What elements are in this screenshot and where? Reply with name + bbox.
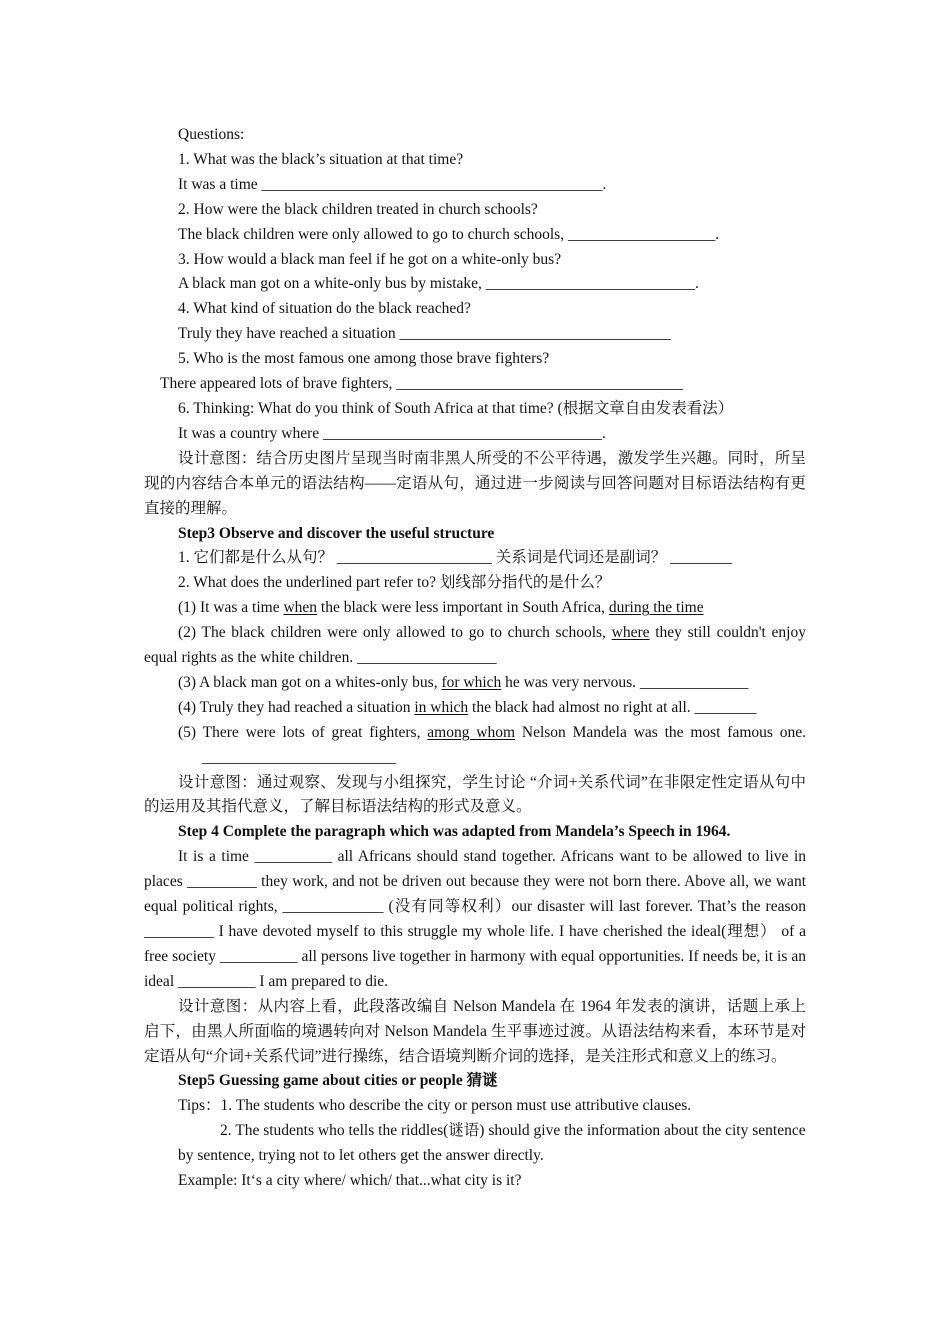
question-6: 6. Thinking: What do you think of South Africa at that time? (根据文章自由发表看法）	[178, 399, 734, 417]
document-page	[144, 123, 806, 1194]
step5-tip-1: Tips：1. The students who describe the city or person must use attributive clauses.	[178, 1097, 692, 1115]
step3-sentence-1: (1) It was a time when the black were less important in South Africa, during the time	[178, 599, 704, 617]
step3-item-1: 1. 它们都是什么从句？ ____________________ 关系词是代词还是副词？ ________	[178, 549, 733, 567]
step5-tip-2: 2. The students who tells the riddles(谜语) should give the information about the city sentence by sentence, trying not to let others get the answer directly.	[178, 1122, 806, 1165]
step3-sentence-5: (5) There were lots of great fighters, among whom Nelson Mandela was the most famous one. _________________________	[178, 723, 807, 766]
question-4: 4. What kind of situation do the black reached?	[178, 300, 471, 318]
underlined-phrase: for which	[441, 673, 502, 691]
underlined-phrase: during the time	[608, 599, 704, 617]
underlined-phrase: where	[611, 624, 650, 642]
question-1: 1. What was the black’s situation at that time?	[178, 150, 464, 168]
design-intent-2: 设计意图：通过观察、发现与小组探究，学生讨论 “介词+关系代词”在非限定性定语从句中的运用及其指代意义，了解目标语法结构的形式及意义。	[144, 773, 806, 816]
step3-item-2: 2. What does the underlined part refer to? 划线部分指代的是什么？	[178, 574, 611, 592]
underlined-phrase: among whom	[427, 723, 516, 741]
answer-2: The black children were only allowed to go to church schools, ___________________.	[178, 225, 720, 243]
answer-5: There appeared lots of brave fighters, _____________________________________	[160, 375, 684, 393]
step3-sentence-2: (2) The black children were only allowed to go to church schools, where they still couldn't enjoy equal rights as the white children. __________________	[144, 624, 806, 667]
step4-heading: Step 4 Complete the paragraph which was adapted from Mandela’s Speech in 1964.	[178, 823, 731, 841]
step3-sentence-3: (3) A black man got on a whites-only bus, for which he was very nervous. ______________	[178, 673, 749, 691]
step4-paragraph: It is a time __________ all Africans should stand together. Africans want to be allowed to live in places _________ they work, and not be driven out because they were not born there. Above all, we want equal political rights, _____________ (没有同等权利）our disaster will last forever. That’s the reason _________ I have devoted myself to this struggle my whole life. I have cherished the ideal(理想） of a free society __________ all persons live together in harmony with equal opportunities. If needs be, it is an ideal __________ I am prepared to die.	[144, 848, 806, 990]
answer-1: It was a time ____________________________________________.	[178, 175, 607, 193]
step5-example: Example: It‘s a city where/ which/ that...what city is it?	[178, 1172, 522, 1190]
answer-4: Truly they have reached a situation ___________________________________	[178, 325, 671, 343]
design-intent-1: 设计意图：结合历史图片呈现当时南非黑人所受的不公平待遇，激发学生兴趣。同时，所呈现的内容结合本单元的语法结构——定语从句，通过进一步阅读与回答问题对目标语法结构有更直接的理解。	[144, 449, 806, 517]
answer-3: A black man got on a white-only bus by mistake, ___________________________.	[178, 275, 699, 293]
question-5: 5. Who is the most famous one among those brave fighters?	[178, 350, 550, 368]
step3-sentence-4: (4) Truly they had reached a situation in which the black had almost no right at all. ________	[178, 698, 757, 716]
step5-heading: Step5 Guessing game about cities or people 猜谜	[178, 1072, 498, 1090]
answer-6: It was a country where ____________________________________.	[178, 424, 606, 442]
step3-heading: Step3 Observe and discover the useful structure	[178, 524, 495, 542]
question-3: 3. How would a black man feel if he got on a white-only bus?	[178, 250, 562, 268]
underlined-phrase: when	[283, 599, 318, 617]
questions-heading: Questions:	[178, 126, 245, 143]
design-intent-3: 设计意图：从内容上看，此段落改编自 Nelson Mandela 在 1964 年发表的演讲，话题上承上启下，由黑人所面临的境遇转向对 Nelson Mandela 生平事迹过渡。从语法结构来看，本环节是对定语从句“介词+关系代词”进行操练，结合语境判断介词的选择，是关注形式和意义上的练习。	[144, 997, 806, 1065]
underlined-phrase: in which	[414, 698, 469, 716]
question-2: 2. How were the black children treated in church schools?	[178, 200, 538, 218]
